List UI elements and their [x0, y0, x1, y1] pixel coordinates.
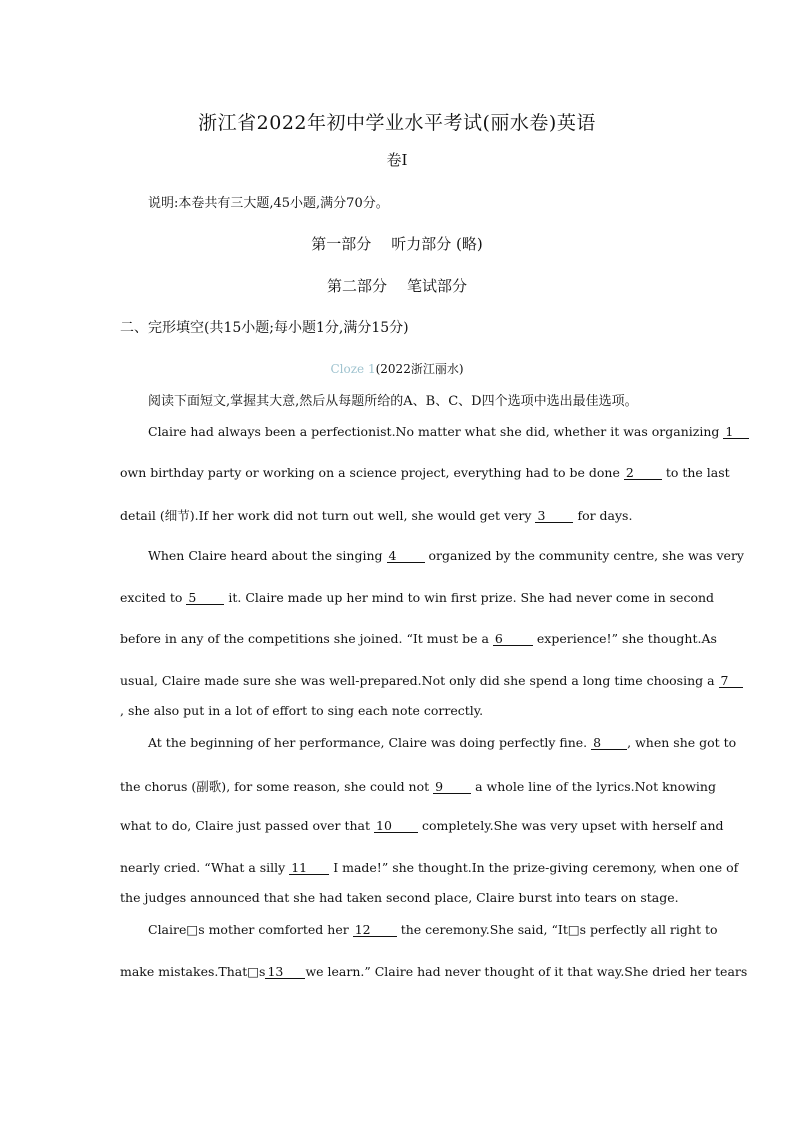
passage-line: [120, 465, 730, 480]
blank-11[interactable]: 11: [289, 861, 329, 875]
blank-12[interactable]: 12: [353, 923, 397, 937]
line-text: own birthday party or working on a science project, everything had to be done: [120, 465, 620, 480]
line-text: experience!” she thought.As: [536, 631, 717, 646]
part-label: 第二部分: [326, 277, 387, 295]
blank-1[interactable]: 1: [723, 425, 749, 439]
document-title: 浙江省2022年初中学业水平考试(丽水卷)英语: [198, 112, 596, 134]
line-text: excited to: [120, 590, 183, 605]
passage-line: [120, 818, 724, 833]
blank-7[interactable]: 7: [719, 674, 743, 688]
blank-5[interactable]: 5: [186, 591, 224, 605]
blank-13[interactable]: 13: [265, 965, 305, 979]
line-text: At the beginning of her performance, Claire was doing perfectly fine.: [148, 735, 588, 750]
passage-line: [120, 506, 674, 524]
blank-9[interactable]: 9: [433, 780, 471, 794]
line-text: make mistakes.That□s: [120, 964, 266, 979]
line-text: completely.She was very upset with herself and: [422, 818, 724, 833]
line-text: we learn.” Claire had never thought of it that way.She dried her tears: [305, 964, 748, 979]
line-text: usual, Claire made sure she was well-prepared.Not only did she spend a long time choosing a: [120, 673, 715, 688]
line-text: organized by the community centre, she was very: [428, 548, 744, 563]
line-text: what to do, Claire just passed over that: [120, 818, 371, 833]
line-text: nearly cried. “What a silly: [120, 860, 286, 875]
line-text: a whole line of the lyrics.Not knowing: [475, 779, 716, 794]
exam-note: 说明:本卷共有三大题,45小题,满分70分。: [148, 196, 389, 211]
line-text: When Claire heard about the singing: [148, 548, 383, 563]
line-text: Claire had always been a perfectionist.No matter what she did, whether it was organizing: [148, 424, 720, 439]
part-desc: 笔试部分: [407, 277, 468, 295]
line-text: the ceremony.She said, “It□s perfectly all right to: [400, 922, 718, 937]
passage-line: [148, 922, 718, 937]
section-heading: 二、完形填空(共15小题;每小题1分,满分15分): [120, 320, 409, 336]
line-text: before in any of the competitions she joined. “It must be a: [120, 631, 489, 646]
blank-2[interactable]: 2: [624, 466, 662, 480]
passage-line: [120, 964, 748, 979]
part-desc: 听力部分 (略): [391, 235, 483, 253]
line-text: for days.: [577, 508, 633, 523]
passage-line: [148, 424, 734, 439]
line-text: the judges announced that she had taken second place, Claire burst into tears on stage.: [120, 890, 679, 905]
passage-line: [120, 590, 715, 605]
blank-4[interactable]: 4: [387, 549, 425, 563]
part-two-heading: [0, 275, 794, 296]
volume-label: 卷Ⅰ: [386, 151, 408, 169]
passage-line: [120, 777, 716, 795]
line-text: , when she got to: [627, 735, 737, 750]
passage-line: [120, 631, 717, 646]
passage-line: [148, 735, 737, 750]
cloze-label: Cloze 1: [330, 362, 376, 376]
instructions: 阅读下面短文,掌握其大意,然后从每题所给的A、B、C、D四个选项中选出最佳选项。: [148, 394, 638, 409]
line-text: Claire□s mother comforted her: [148, 922, 349, 937]
passage-line: [120, 673, 729, 688]
line-text: , she also put in a lot of effort to sing each note correctly.: [120, 703, 484, 718]
part-one-heading: [0, 233, 794, 254]
line-text: the chorus (副歌), for some reason, she could not: [120, 779, 430, 794]
line-text: I made!” she thought.In the prize-giving ceremony, when one of: [333, 860, 739, 875]
blank-8[interactable]: 8: [591, 736, 627, 750]
cloze-source: (2022浙江丽水): [375, 362, 464, 376]
blank-3[interactable]: 3: [535, 509, 573, 523]
cloze-heading: [0, 360, 794, 377]
line-text: it. Claire made up her mind to win first prize. She had never come in second: [228, 590, 715, 605]
passage-line: [120, 860, 739, 875]
passage-line: [120, 890, 679, 905]
passage-line: [120, 703, 674, 718]
part-label: 第一部分: [311, 235, 372, 253]
line-text: to the last: [665, 465, 730, 480]
line-text: detail (细节).If her work did not turn out well, she would get very: [120, 508, 532, 523]
passage-line: [148, 548, 744, 563]
blank-6[interactable]: 6: [493, 632, 533, 646]
blank-10[interactable]: 10: [374, 819, 418, 833]
